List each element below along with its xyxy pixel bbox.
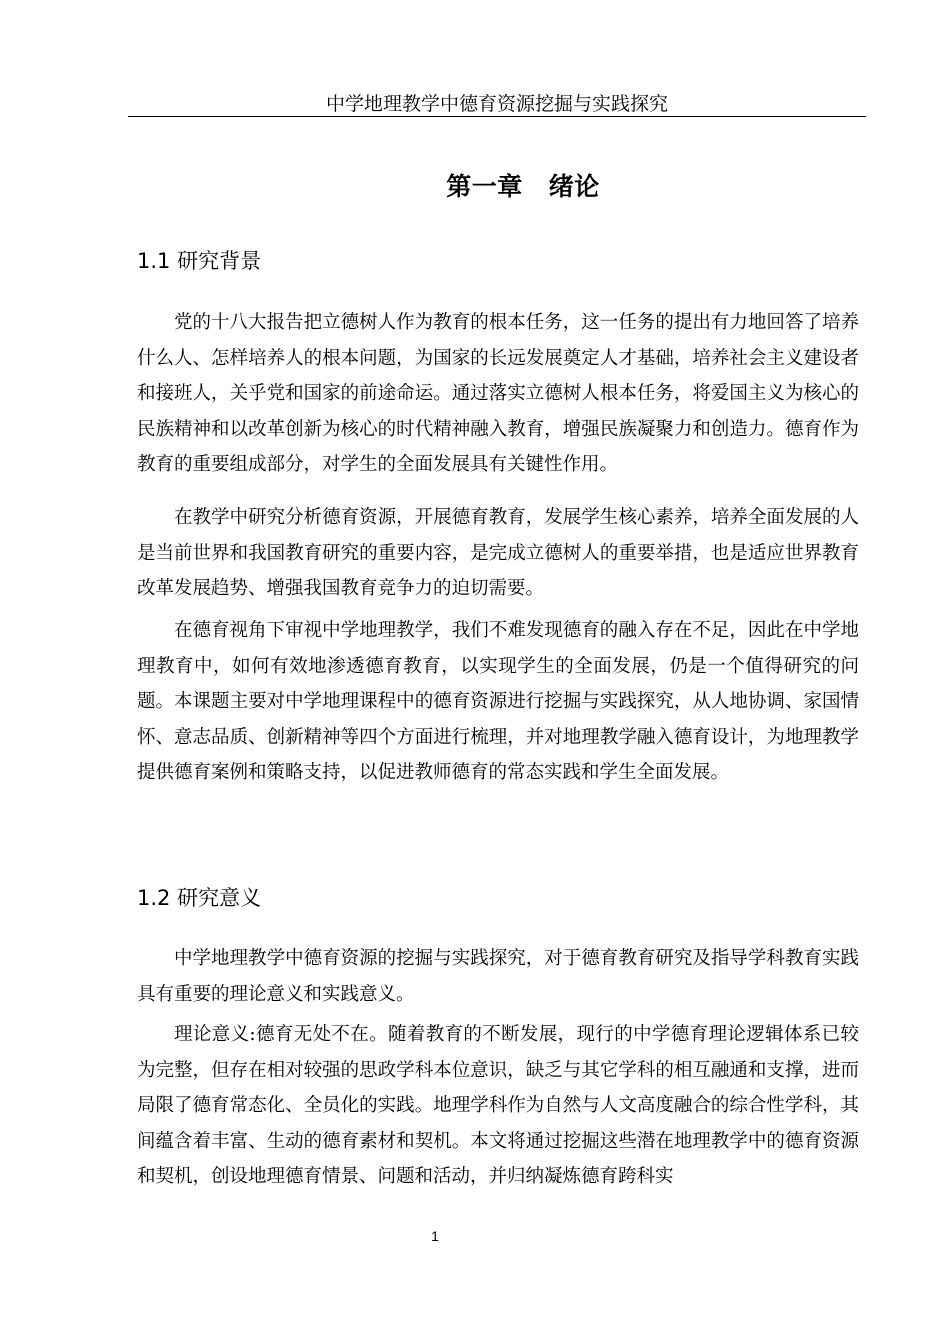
- page-number: 1: [431, 1228, 439, 1244]
- running-header: 中学地理教学中德育资源挖掘与实践探究: [128, 93, 866, 117]
- section-heading-1-1: 1.1 研究背景: [137, 249, 262, 273]
- paragraph-background-2: 在教学中研究分析德育资源，开展德育教育，发展学生核心素养，培养全面发展的人是当前世界和我国教育研究的重要内容，是完成立德树人的重要举措，也是适应世界教育改革发展趋势、增强我国教育竞争力的迫切需要。: [137, 507, 859, 600]
- paragraph-significance-1: 中学地理教学中德育资源的挖掘与实践探究，对于德育教育研究及指导学科教育实践具有重要的理论意义和实践意义。: [137, 948, 859, 1005]
- paragraph-significance-2: 理论意义:德育无处不在。随着教育的不断发展，现行的中学德育理论逻辑体系已较为完整，但存在相对较强的思政学科本位意识，缺乏与其它学科的相互融通和支撑，进而局限了德育常态化、全员化的实践。地理学科作为自然与人文高度融合的综合性学科，其间蕴含着丰富、生动的德育素材和契机。本文将通过挖掘这些潜在地理教学中的德育资源和契机，创设地理德育情景、问题和活动，并归纳凝炼德育跨科实: [137, 1024, 859, 1188]
- chapter-title: [0, 172, 950, 202]
- chapter-name: 绪论: [548, 172, 600, 201]
- paragraph-background-1: 党的十八大报告把立德树人作为教育的根本任务，这一任务的提出有力地回答了培养什么人、怎样培养人的根本问题，为国家的长远发展奠定人才基础，培养社会主义建设者和接班人，关乎党和国家的前途命运。通过落实立德树人根本任务，将爱国主义为核心的民族精神和以改革创新为核心的时代精神融入教育，增强民族凝聚力和创造力。德育作为教育的重要组成部分，对学生的全面发展具有关键性作用。: [137, 312, 859, 476]
- chapter-number: 第一章: [446, 172, 523, 201]
- paragraph-background-3: 在德育视角下审视中学地理教学，我们不难发现德育的融入存在不足，因此在中学地理教育中，如何有效地渗透德育教育，以实现学生的全面发展，仍是一个值得研究的问题。本课题主要对中学地理课程中的德育资源进行挖掘与实践探究，从人地协调、家国情怀、意志品质、创新精神等四个方面进行梳理，并对地理教学融入德育设计，为地理教学提供德育案例和策略支持，以促进教师德育的常态实践和学生全面发展。: [137, 620, 859, 784]
- section-heading-1-2: 1.2 研究意义: [137, 886, 262, 910]
